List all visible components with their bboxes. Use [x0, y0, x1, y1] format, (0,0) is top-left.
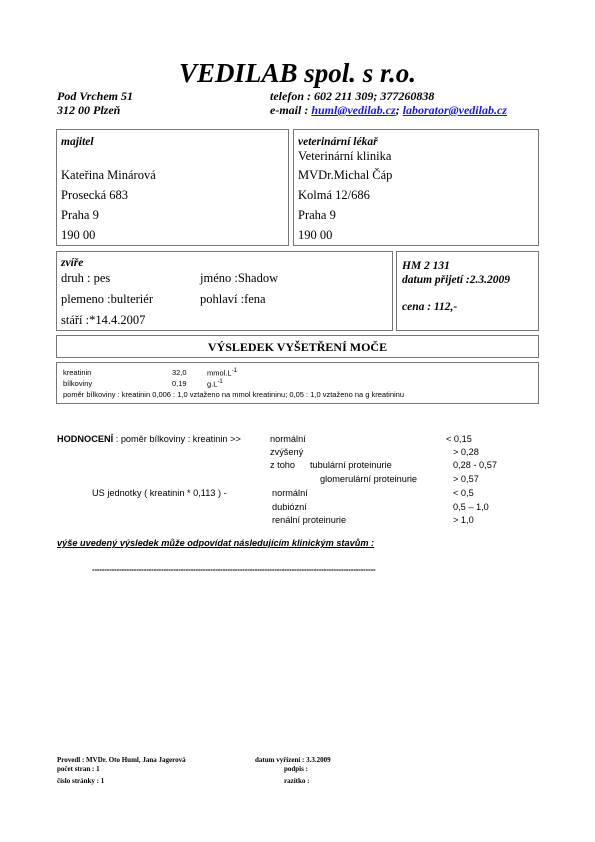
company-name: VEDILAB spol. s r.o.: [178, 58, 417, 88]
eval-us-doubtful: dubiózní: [272, 502, 307, 512]
animal-heading: zvíře: [61, 257, 84, 269]
eval-glomerular: glomerulární proteinurie: [320, 474, 418, 484]
owner-heading: majitel: [61, 136, 94, 148]
result-name-bilkoviny: bílkoviny: [63, 379, 93, 388]
result-value-kreatinin: 32,0: [172, 368, 187, 377]
evaluation-label-bold: HODNOCENÍ: [57, 434, 114, 444]
owner-zip: 190 00: [61, 228, 96, 242]
sample-received: datum přijetí :2.3.2009: [402, 274, 510, 286]
eval-ztoho: z toho: [270, 460, 296, 470]
conclusion-dash-line: -------------------------------------------------------------------------------------------------------------------: [92, 565, 376, 574]
result-name-kreatinin: kreatinin: [63, 368, 92, 377]
vet-zip: 190 00: [298, 228, 333, 242]
footer-date-done: datum vyřízení : 3.3.2009: [255, 756, 331, 764]
animal-name: jméno :Shadow: [200, 271, 279, 285]
conclusion-heading: výše uvedený výsledek může odpovídat následujícím klinickým stavům :: [57, 538, 375, 548]
evaluation-label-rest: : poměr bílkoviny : kreatinin >>: [113, 434, 241, 444]
phone-line: telefon : 602 211 309; 377260838: [270, 89, 435, 103]
eval-us-normal-value: < 0,5: [453, 488, 474, 498]
footer-stamp: razítko :: [284, 777, 310, 785]
vet-clinic: Veterinární klinika: [298, 149, 392, 163]
email-link-laborator[interactable]: laborator@vedilab.cz: [402, 103, 507, 117]
vet-street: Kolmá 12/686: [298, 188, 370, 202]
result-value-bilkoviny: 0,19: [172, 379, 187, 388]
owner-name: Kateřina Minárová: [61, 168, 156, 182]
eval-normal: normální: [270, 434, 306, 444]
unit-exponent: -1: [217, 379, 223, 385]
eval-tubular: tubulární proteinurie: [310, 460, 392, 470]
unit-text: g.L: [207, 379, 218, 389]
unit-exponent: -1: [231, 368, 237, 374]
address-line-2: 312 00 Plzeň: [57, 103, 121, 117]
eval-us-doubtful-value: 0,5 – 1,0: [453, 502, 489, 512]
eval-us-renal: renální proteinurie: [272, 515, 347, 525]
eval-elevated-value: > 0,28: [453, 447, 479, 457]
eval-tubular-value: 0,28 - 0,57: [453, 460, 497, 470]
eval-normal-value: < 0,15: [446, 434, 472, 444]
animal-breed: plemeno :bulteriér: [61, 292, 153, 306]
eval-us-label: US jednotky ( kreatinin * 0,113 ) -: [92, 488, 227, 498]
result-title: VÝSLEDEK VYŠETŘENÍ MOČE: [207, 340, 388, 354]
email-label: e-mail :: [270, 103, 312, 117]
animal-sex: pohlaví :fena: [200, 292, 266, 306]
vet-city: Praha 9: [298, 208, 336, 222]
owner-city: Praha 9: [61, 208, 99, 222]
footer-performed: Provedl : MVDr. Oto Huml, Jana Jagerová: [57, 756, 186, 764]
vet-heading: veterinární lékař: [298, 136, 378, 148]
ratio-note: poměr bílkoviny : kreatinin 0,006 : 1,0 vztaženo na mmol kreatininu; 0,05 : 1,0 vztaženo na g kreatininu: [63, 390, 405, 399]
footer-pages: počet stran : 1: [57, 765, 100, 773]
owner-street: Prosecká 683: [61, 188, 128, 202]
eval-elevated: zvýšený: [270, 447, 304, 457]
eval-us-normal: normální: [272, 488, 308, 498]
eval-glomerular-value: > 0,57: [453, 474, 479, 484]
email-separator: ;: [395, 103, 403, 117]
address-line-1: Pod Vrchem 51: [57, 89, 134, 103]
footer-signature: podpis :: [284, 765, 308, 773]
sample-price: cena : 112,-: [402, 301, 458, 313]
eval-us-renal-value: > 1,0: [453, 515, 474, 525]
footer-page-number: číslo stránky : 1: [57, 777, 105, 785]
unit-text: mmol.L: [207, 368, 232, 378]
email-link-huml[interactable]: huml@vedilab.cz: [311, 103, 396, 117]
animal-age: stáří :*14.4.2007: [61, 313, 146, 327]
vet-doctor: MVDr.Michal Čáp: [298, 168, 393, 182]
sample-id: HM 2 131: [402, 260, 450, 272]
animal-species: druh : pes: [61, 271, 111, 285]
